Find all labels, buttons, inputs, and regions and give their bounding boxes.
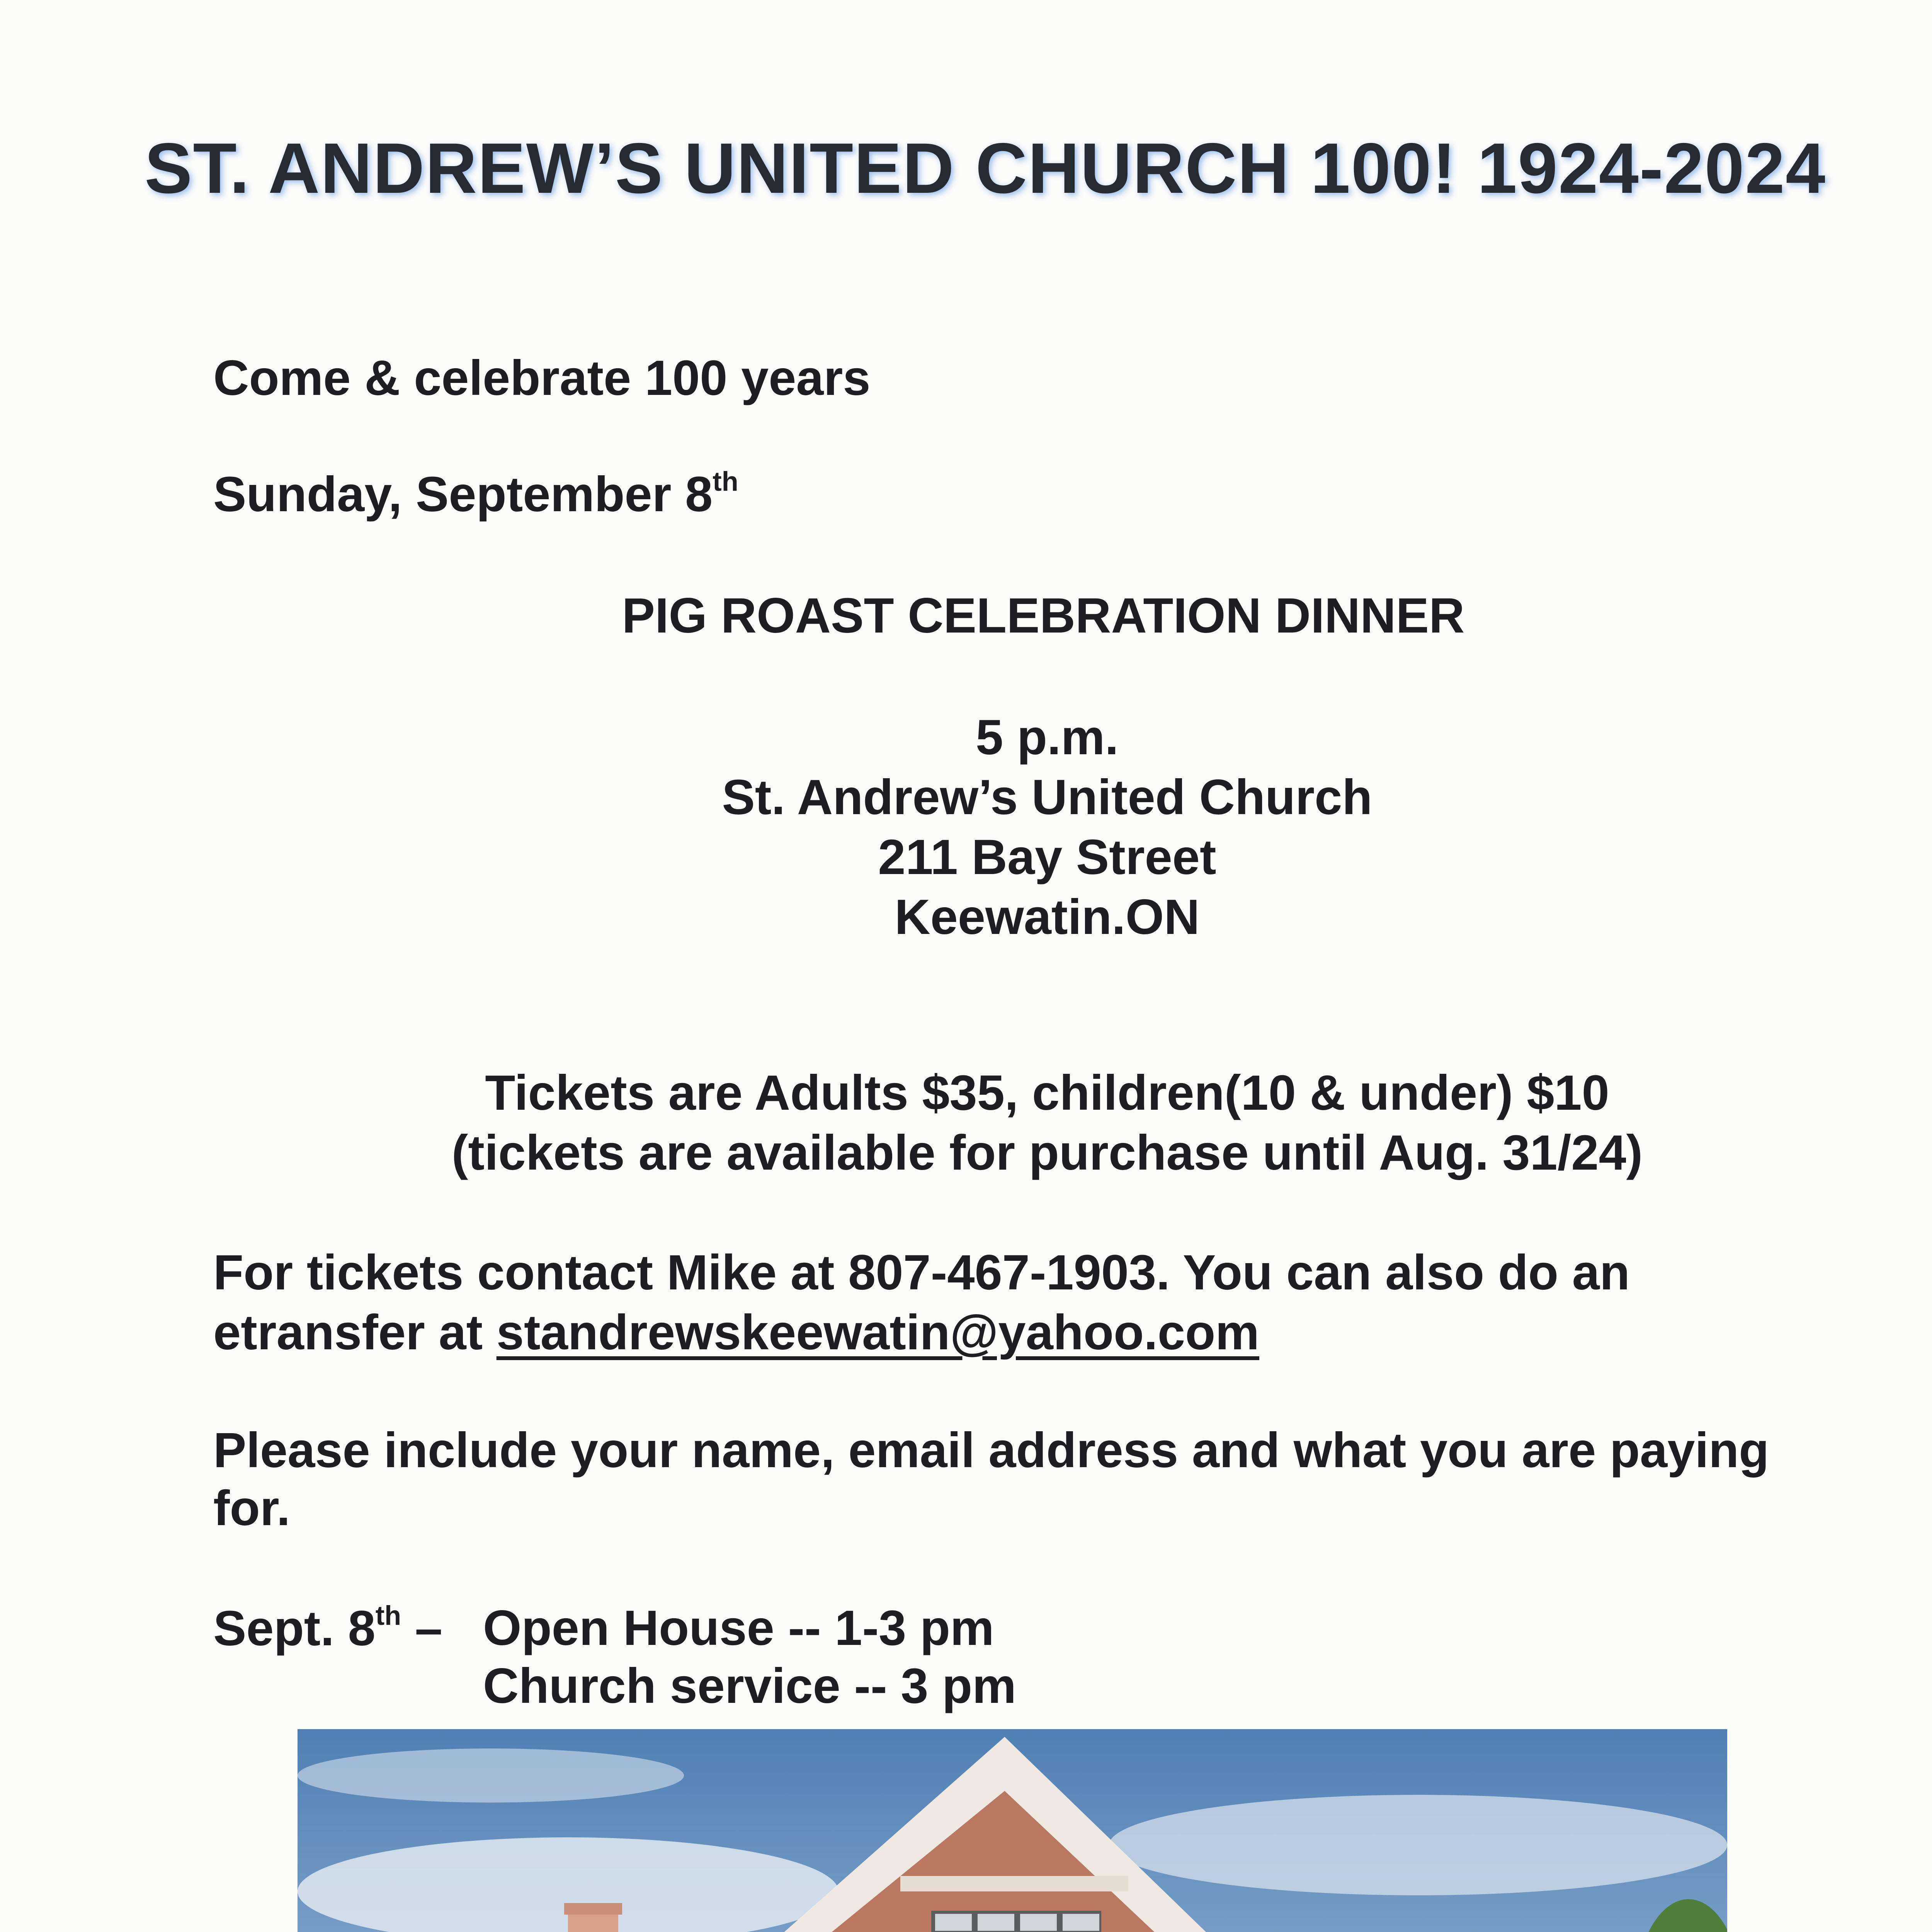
ticket-deadline: (tickets are available for purchase until Aug. 31/24) xyxy=(451,1125,1643,1180)
event-date xyxy=(213,466,738,523)
etransfer-line xyxy=(213,1304,1259,1361)
etransfer-prefix: etransfer at xyxy=(213,1305,483,1360)
email-link[interactable]: standrewskeewatin@yahoo.com xyxy=(496,1305,1260,1360)
event-name: PIG ROAST CELEBRATION DINNER xyxy=(622,588,1465,643)
contact-line: For tickets contact Mike at 807-467-1903. You can also do an xyxy=(213,1245,1630,1300)
venue-city: Keewatin.ON xyxy=(895,889,1200,945)
intro-line: Come & celebrate 100 years xyxy=(213,350,871,406)
flyer-title: ST. ANDREW’S UNITED CHURCH 100! 1924-2024 xyxy=(145,129,1826,208)
include-instruction: Please include your name, email address and what you are paying xyxy=(213,1423,1769,1478)
church-photo xyxy=(298,1729,1727,1932)
event-date-suffix: th xyxy=(713,466,738,497)
schedule-date xyxy=(213,1600,442,1657)
open-house: Open House -- 1-3 pm xyxy=(483,1600,994,1656)
church-service: Church service -- 3 pm xyxy=(483,1658,1016,1714)
schedule-date-text: Sept. 8 xyxy=(213,1600,376,1656)
event-time: 5 p.m. xyxy=(976,710,1119,765)
schedule-date-suffix: th xyxy=(375,1600,401,1631)
event-date-text: Sunday, September 8 xyxy=(213,466,713,522)
include-instruction-cont: for. xyxy=(213,1481,291,1536)
venue-street: 211 Bay Street xyxy=(878,830,1216,885)
ticket-prices: Tickets are Adults $35, children(10 & under) $10 xyxy=(485,1065,1609,1121)
schedule-dash: – xyxy=(415,1600,442,1656)
venue-name: St. Andrew’s United Church xyxy=(722,770,1372,825)
